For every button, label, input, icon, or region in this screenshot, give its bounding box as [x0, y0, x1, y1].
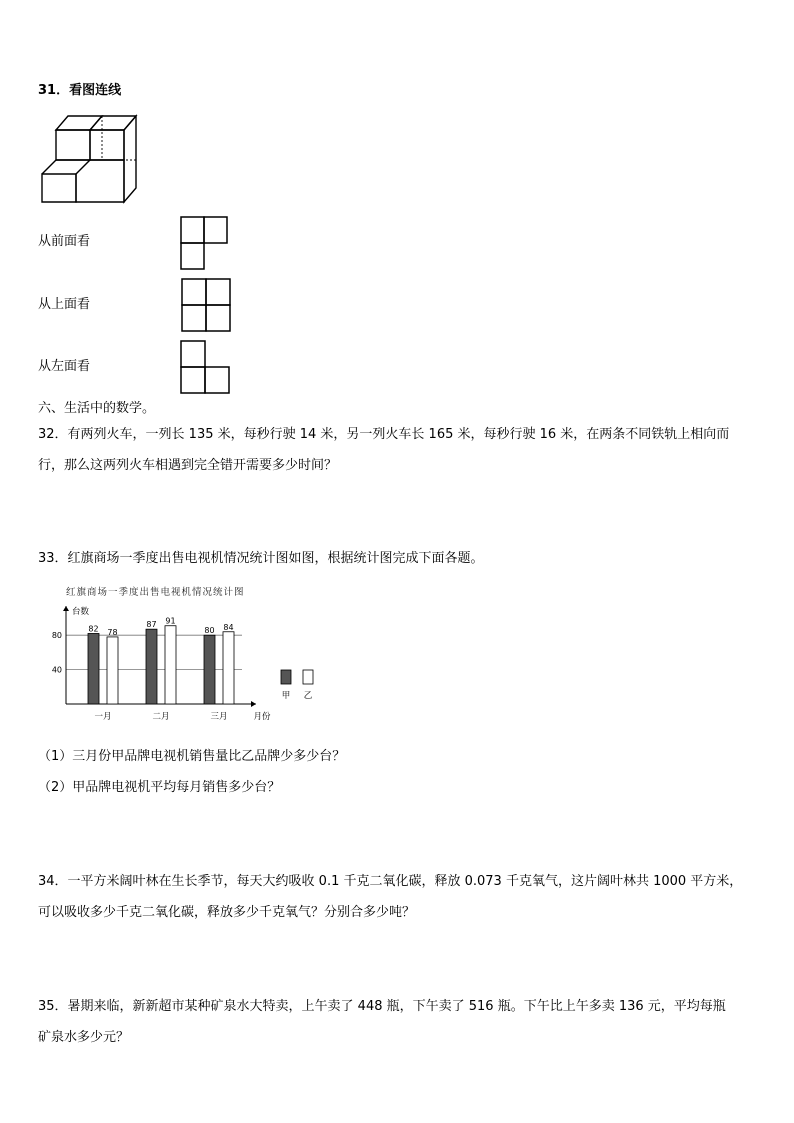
x-axis-arrow [251, 701, 256, 707]
x-tick-label: 三月 [210, 712, 228, 722]
bar [223, 632, 234, 704]
x-tick-label: 一月 [94, 712, 112, 722]
legend-label: 甲 [281, 691, 291, 701]
tv-sales-bar-chart [36, 598, 336, 728]
question-35-line2: 矿泉水多少元？ [38, 1030, 130, 1045]
view-label-front: 从前面看 [38, 234, 91, 249]
question-34-line1: 34．一平方米阔叶林在生长季节，每天大约吸收 0.1 千克二氧化碳，释放 0.073 千克氧气，这片阔叶林共 1000 平方米， [38, 874, 743, 889]
cube-stack-figure [38, 108, 138, 208]
bar [107, 637, 118, 704]
question-33-sub2: （2）甲品牌电视机平均每月销售多少台？ [38, 780, 281, 795]
data-label: 80 [204, 626, 215, 636]
top-view-shape[interactable] [180, 278, 232, 333]
question-33-intro: 33．红旗商场一季度出售电视机情况统计图如图，根据统计图完成下面各题。 [38, 551, 484, 566]
y-axis-label: 台数 [72, 607, 90, 617]
data-label: 84 [223, 622, 234, 632]
bar [165, 626, 176, 704]
data-label: 87 [146, 620, 157, 630]
bar [204, 635, 215, 704]
section-six-heading: 六、生活中的数学。 [38, 401, 156, 416]
y-tick-label: 80 [51, 631, 62, 641]
question-32-line2: 行，那么这两列火车相遇到完全错开需要多少时间？ [38, 458, 338, 473]
front-view-shape[interactable] [180, 216, 230, 271]
view-label-top: 从上面看 [38, 297, 91, 312]
legend-swatch [281, 670, 291, 684]
legend-label: 乙 [303, 691, 313, 701]
legend-swatch [303, 670, 313, 684]
bar [88, 633, 99, 704]
question-33-sub1: （1）三月份甲品牌电视机销售量比乙品牌少多少台？ [38, 749, 346, 764]
question-35-line1: 35．暑期来临，新新超市某种矿泉水大特卖，上午卖了 448 瓶，下午卖了 516 瓶。下午比上午多卖 136 元，平均每瓶 [38, 999, 726, 1014]
y-axis-arrow [63, 606, 69, 611]
question-31-title: 31．看图连线 [38, 83, 122, 98]
data-label: 78 [107, 627, 118, 637]
data-label: 91 [165, 616, 176, 626]
x-axis-label: 月份 [253, 712, 271, 722]
view-label-left: 从左面看 [38, 359, 91, 374]
left-view-shape[interactable] [180, 340, 232, 395]
question-34-line2: 可以吸收多少千克二氧化碳，释放多少千克氧气？分别合多少吨？ [38, 905, 416, 920]
question-32-line1: 32．有两列火车，一列长 135 米，每秒行驶 14 米，另一列火车长 165 米，每秒行驶 16 米，在两条不同铁轨上相向而 [38, 427, 730, 442]
x-tick-label: 二月 [152, 712, 170, 722]
chart-title: 红旗商场一季度出售电视机情况统计图 [66, 587, 245, 598]
data-label: 82 [88, 624, 99, 634]
y-tick-label: 40 [51, 665, 62, 675]
bar [146, 629, 157, 704]
